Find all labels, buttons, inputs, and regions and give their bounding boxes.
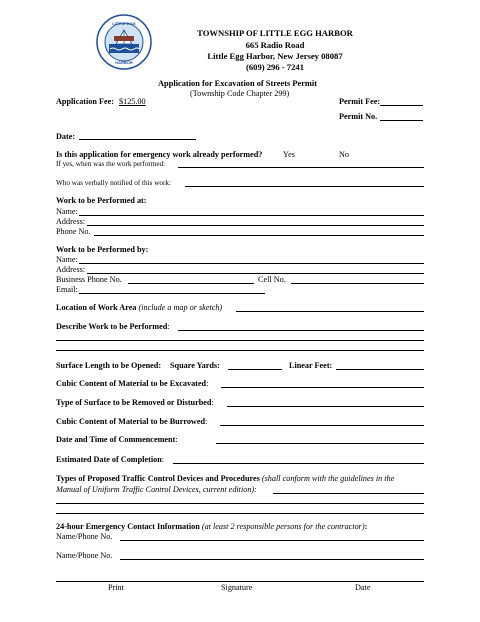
performed-by-address-label: Address:: [56, 265, 86, 274]
traffic-label: Types of Proposed Traffic Control Devices and Procedures: [56, 474, 260, 483]
form-subtitle: (Township Code Chapter 299): [190, 89, 290, 98]
completion-colon: :: [161, 455, 165, 464]
location-label: Location of Work Area: [56, 303, 137, 312]
cubic-burrowed-line[interactable]: [220, 425, 424, 426]
performed-by-heading: Work to be Performed by:: [56, 245, 149, 254]
cubic-burrowed-row: [56, 418, 207, 426]
traffic-line-2[interactable]: [56, 503, 424, 504]
email-line[interactable]: [79, 293, 265, 294]
performed-at-heading: Work to be Performed at:: [56, 196, 147, 205]
performed-at-name-label: Name:: [56, 207, 78, 216]
describe-line-3[interactable]: [56, 350, 424, 351]
yes-option[interactable]: Yes: [283, 150, 295, 159]
emergency-contact-note: (at least 2 responsible persons for the contractor): [201, 522, 365, 531]
name-phone-line-2[interactable]: [120, 559, 424, 560]
cubic-burrowed-label: Cubic Content of Material to be Burrowed: [56, 417, 206, 426]
completion-label: Estimated Date of Completion: [56, 455, 162, 464]
cell-no-line[interactable]: [291, 283, 424, 284]
permit-fee-label: Permit Fee:: [339, 97, 381, 106]
when-performed-label: If yes, when was the work performed:: [56, 160, 166, 168]
surface-type-label: Type of Surface to be Removed or Disturbed: [56, 398, 212, 407]
performed-by-name-line[interactable]: [79, 263, 424, 264]
location-note: (include a map or sketch): [138, 303, 223, 312]
traffic-line-1[interactable]: [273, 493, 424, 494]
verbally-notified-label: Who was verbally notified of this work:: [56, 179, 171, 187]
cubic-excavated-line[interactable]: [221, 387, 424, 388]
emergency-contact-colon: :: [364, 522, 368, 531]
surface-type-colon: :: [211, 398, 214, 407]
township-phone: (609) 296 - 7241: [246, 62, 304, 72]
name-phone-line-1[interactable]: [120, 540, 424, 541]
performed-at-name-line[interactable]: [79, 215, 424, 216]
describe-line-2[interactable]: [56, 340, 424, 341]
performed-at-address-line[interactable]: [87, 225, 424, 226]
application-fee-value: $125.00: [119, 97, 146, 106]
performed-at-address-label: Address:: [56, 217, 86, 226]
completion-row: [56, 456, 164, 464]
traffic-note-2: Manual of Uniform Traffic Control Devices, current edition): [56, 485, 255, 494]
commencement-line[interactable]: [216, 443, 424, 444]
square-yards-line[interactable]: [228, 369, 282, 370]
describe-line-1[interactable]: [178, 330, 424, 331]
name-phone-label-2: Name/Phone No.: [56, 551, 113, 560]
signature-label: Signature: [221, 583, 253, 592]
emergency-contact-label: 24-hour Emergency Contact Information: [56, 522, 200, 531]
when-performed-line[interactable]: [178, 167, 424, 168]
township-name: TOWNSHIP OF LITTLE EGG HARBOR: [197, 28, 353, 38]
commencement-row: [56, 436, 178, 444]
application-fee-label: Application Fee:: [56, 97, 114, 106]
verbally-notified-line[interactable]: [185, 186, 424, 187]
name-phone-label-1: Name/Phone No.: [56, 532, 113, 541]
square-yards-label: Square Yards:: [170, 361, 220, 370]
traffic-line-3[interactable]: [56, 513, 424, 514]
permit-no-label: Permit No.: [339, 112, 378, 121]
svg-text:LITTLE EGG: LITTLE EGG: [112, 21, 136, 26]
print-label: Print: [108, 583, 124, 592]
permit-fee-line[interactable]: [380, 105, 423, 106]
svg-text:HARBOR: HARBOR: [115, 60, 133, 65]
cubic-excavated-row: [56, 380, 208, 388]
emergency-question: Is this application for emergency work already performed?: [56, 150, 263, 159]
describe-label: Describe Work to be Performed: [56, 322, 168, 331]
performed-at-phone-line[interactable]: [94, 235, 424, 236]
describe-colon: :: [167, 322, 170, 331]
cubic-burrowed-colon: :: [205, 417, 208, 426]
sig-date-label: Date: [355, 583, 371, 592]
performed-by-name-label: Name:: [56, 255, 78, 264]
date-label: Date:: [56, 132, 76, 141]
linear-feet-label: Linear Feet:: [289, 361, 333, 370]
emergency-contact-row: [56, 523, 367, 531]
traffic-row-2: [56, 486, 256, 494]
signature-line[interactable]: [56, 581, 424, 582]
location-line[interactable]: [236, 311, 424, 312]
traffic-row-1: [56, 475, 394, 483]
traffic-note-1: (shall conform with the guidelines in the: [261, 474, 395, 483]
permit-no-line[interactable]: [380, 120, 423, 121]
business-phone-label: Business Phone No.: [56, 275, 122, 284]
form-title: Application for Excavation of Streets Permit: [158, 79, 318, 88]
cell-no-label: Cell No.: [258, 275, 286, 284]
completion-line[interactable]: [173, 463, 424, 464]
performed-by-address-line[interactable]: [87, 273, 424, 274]
commencement-colon: :: [175, 435, 178, 444]
township-street: 665 Radio Road: [245, 40, 305, 50]
commencement-label: Date and Time of Commencement: [56, 435, 176, 444]
surface-type-row: [56, 399, 214, 407]
linear-feet-line[interactable]: [336, 369, 424, 370]
no-option[interactable]: No: [339, 150, 350, 159]
performed-at-phone-label: Phone No.: [56, 227, 91, 236]
traffic-colon: :: [254, 485, 257, 494]
surface-type-line[interactable]: [227, 406, 424, 407]
business-phone-line[interactable]: [128, 283, 254, 284]
date-line[interactable]: [79, 139, 196, 140]
describe-row: [56, 323, 170, 331]
surface-length-label: Surface Length to be Opened:: [56, 361, 162, 370]
cubic-excavated-label: Cubic Content of Material to be Excavated: [56, 379, 207, 388]
location-row: [56, 304, 222, 312]
township-city: Little Egg Harbor, New Jersey 08087: [207, 51, 343, 61]
email-label: Email:: [56, 285, 78, 294]
cubic-excavated-colon: :: [206, 379, 209, 388]
